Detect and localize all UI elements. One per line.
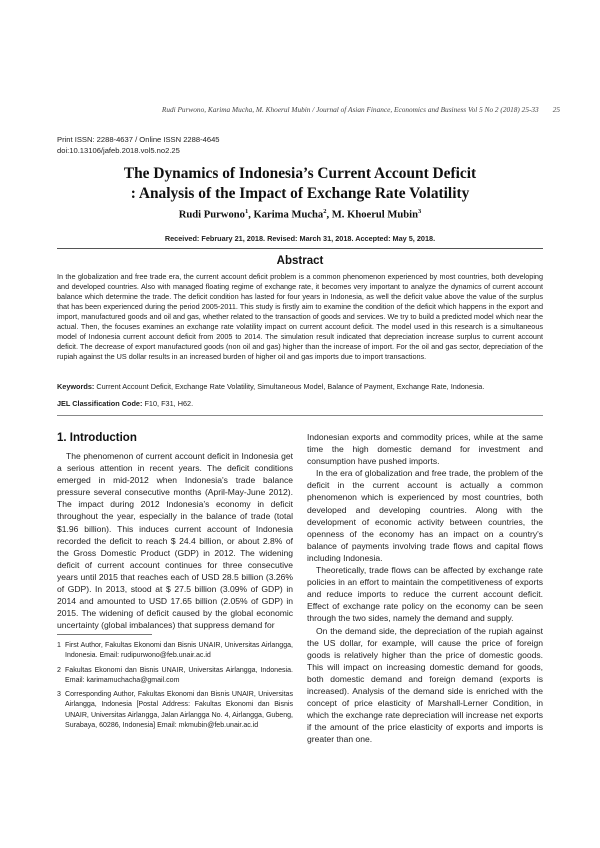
body-paragraph: The phenomenon of current account deficit in Indonesia get a serious attention in recent years. The deficit conditions emerged in mid-2012 when Indonesia's trade balance pressure several consecutive months (April-May-June 2012). The impact during 2012 Indonesia’s economy in deficit throughout the year, especially in the balance of trade (total $1.96 billion). This induces current account of Indonesia recorded the deficit to reach $ 24.4 billion, or about 2.8% of the Gross Domestic Product (GDP) in 2012. The widening deficit of current account continues for three consecutive years until 2015 that reaches each of USD 28.5 billion (3.26% of GDP). In 2013, stood at $ 27.5 billion (3.09% of GDP) in 2014 and amounted to USD 17.65 billion (2.05% of GDP) in 2015. The widening of deficit caused by the global economic uncertainty (global imbalances) that suppress demand for	[57, 451, 293, 631]
author-affiliation-mark: 3	[418, 208, 422, 215]
running-header-text: Rudi Purwono, Karima Mucha, M. Khoerul Mubin / Journal of Asian Finance, Economics and Business Vol 5 No 2 (2018) 25-33	[161, 105, 539, 114]
abstract-text: In the globalization and free trade era, the current account deficit problem is a common phenomenon experienced by most countries, both developing and developed countries. Also with managed floating regime of exchange rate, it becomes very important to analyze the dynamics of current account balance which determine the trade. The deficit condition has lasted for four years in Indonesia, as well the deficit value above the value of the surplus that has been experienced during the period 2005-2011. This study is firstly aim to examine the condition of the deficit which happens in the export and import, manufactured goods and oil and gas, whether related to the transaction of goods and services. We try to build a predicted model which near the actual. Then, the focuses examines an exchange rate volatility impact on current account deficit. The model used in this research is a simultaneous model of Indonesia current account deficit from 2005 to 2014. The simulation result indicated that depreciation increase surplus to current account deficit. The decrease of export manufactured goods (non oil and gas) higher than the increase of import. For the oil and gas sector, depreciation of the rupiah against the US dollar results in an increased burden of higher oil and gas imports due to import transactions.	[57, 272, 543, 361]
author-name: Rudi Purwono	[178, 209, 245, 221]
footnote-1	[57, 641, 293, 662]
doi-line[interactable]: doi:10.13106/jafeb.2018.vol5.no2.25	[57, 146, 180, 155]
footnote-number: 1	[57, 642, 61, 649]
footnote-text: First Author, Fakultas Ekonomi dan Bisnis UNAIR, Universitas Airlangga, Indonesia. Email: rudipurwono@feb.unair.ac.id	[65, 642, 293, 660]
submission-dates: Received: February 21, 2018. Revised: March 31, 2018. Accepted: May 5, 2018.	[164, 234, 436, 243]
footnote-3	[57, 690, 293, 731]
running-header	[40, 105, 560, 114]
paper-title	[40, 164, 560, 204]
keywords	[57, 382, 543, 392]
page-number: 25	[552, 105, 560, 114]
left-column	[57, 431, 293, 631]
keywords-label: Keywords:	[57, 382, 95, 391]
abstract-heading: Abstract	[276, 255, 324, 267]
footnote-text: Fakultas Ekonomi dan Bisnis UNAIR, Universitas Airlangga, Indonesia. Email: karimamuchacha@gmail.com	[65, 666, 293, 684]
footnote-number: 3	[57, 691, 61, 699]
author-name: Karima Mucha	[253, 209, 324, 221]
title-line-2: : Analysis of the Impact of Exchange Rate Volatility	[130, 185, 470, 202]
issn-line: Print ISSN: 2288-4637 / Online ISSN 2288-4645	[57, 135, 220, 144]
footnote-text: Corresponding Author, Fakultas Ekonomi dan Bisnis UNAIR, Universitas Airlangga, Indonesia [Postal Address: Fakultas Ekonomi dan Bisnis UNAIR, Universitas Airlangga, Jalan Airlangga No. 4, Airlangga, Gubeng, Surabaya, 60286, Indonesia] Email: mkmubin@feb.unair.ac.id	[65, 691, 293, 730]
body-paragraph: In the era of globalization and free trade, the problem of the deficit in the current account is actually a common phenomenon which is experienced by most countries, both developed and developing countries. Along with the development of economic activity between countries, the openness of the economy has an impact on a country's balance of payments involving trade flows and capital flows including Indonesia.	[307, 468, 543, 563]
keywords-text: Current Account Deficit, Exchange Rate Volatility, Simultaneous Model, Balance of Payment, Exchange Rate, Indonesia.	[96, 382, 485, 391]
author-affiliation-mark: 2	[323, 208, 327, 215]
footnote-2	[57, 666, 293, 687]
author-list: Rudi Purwono$^1$, Karima Mucha$^2$, M. Khoerul Mubin$^3$	[178, 208, 422, 221]
issn-block	[57, 134, 220, 156]
footnote-number: 2	[57, 666, 61, 674]
jel-codes	[57, 399, 543, 409]
divider	[57, 415, 543, 416]
jel-label: JEL Classification Code:	[57, 399, 143, 408]
divider	[57, 248, 543, 249]
right-column	[307, 431, 543, 745]
title-line-1: The Dynamics of Indonesia’s Current Account Deficit	[123, 165, 477, 182]
author-affiliation-mark: 1	[244, 208, 249, 215]
footnotes	[57, 641, 293, 735]
author-name: M. Khoerul Mubin	[331, 209, 419, 221]
body-paragraph: On the demand side, the depreciation of the rupiah against the US dollar, for example, will cause the price of foreign goods is relatively higher than the price of domestic goods. This will impact on increasing domestic demand for goods, both domestic demand and foreign demand (exports is increased). Analysis of the demand side is enriched with the concept of price elasticity of Marshall-Lerner Condition, in which the exchange rate depreciation will increase net exports if the amount of the price elasticity of exports and imports is greater than one.	[307, 625, 543, 745]
jel-text: F10, F31, H62.	[144, 399, 194, 408]
body-paragraph-continued: Indonesian exports and commodity prices, while at the same time the high domestic demand for investment and consumption have pushed imports.	[307, 432, 543, 467]
section-heading-introduction: 1. Introduction	[57, 432, 137, 444]
footnote-rule	[57, 634, 152, 635]
body-paragraph: Theoretically, trade flows can be affected by exchange rate policies in an effort to maintain the competitiveness of exports and reduce imports to reduce the current account deficit. Effect of exchange rate policy on the economy can be seen through the two sides, namely the demand and supply.	[307, 565, 543, 624]
